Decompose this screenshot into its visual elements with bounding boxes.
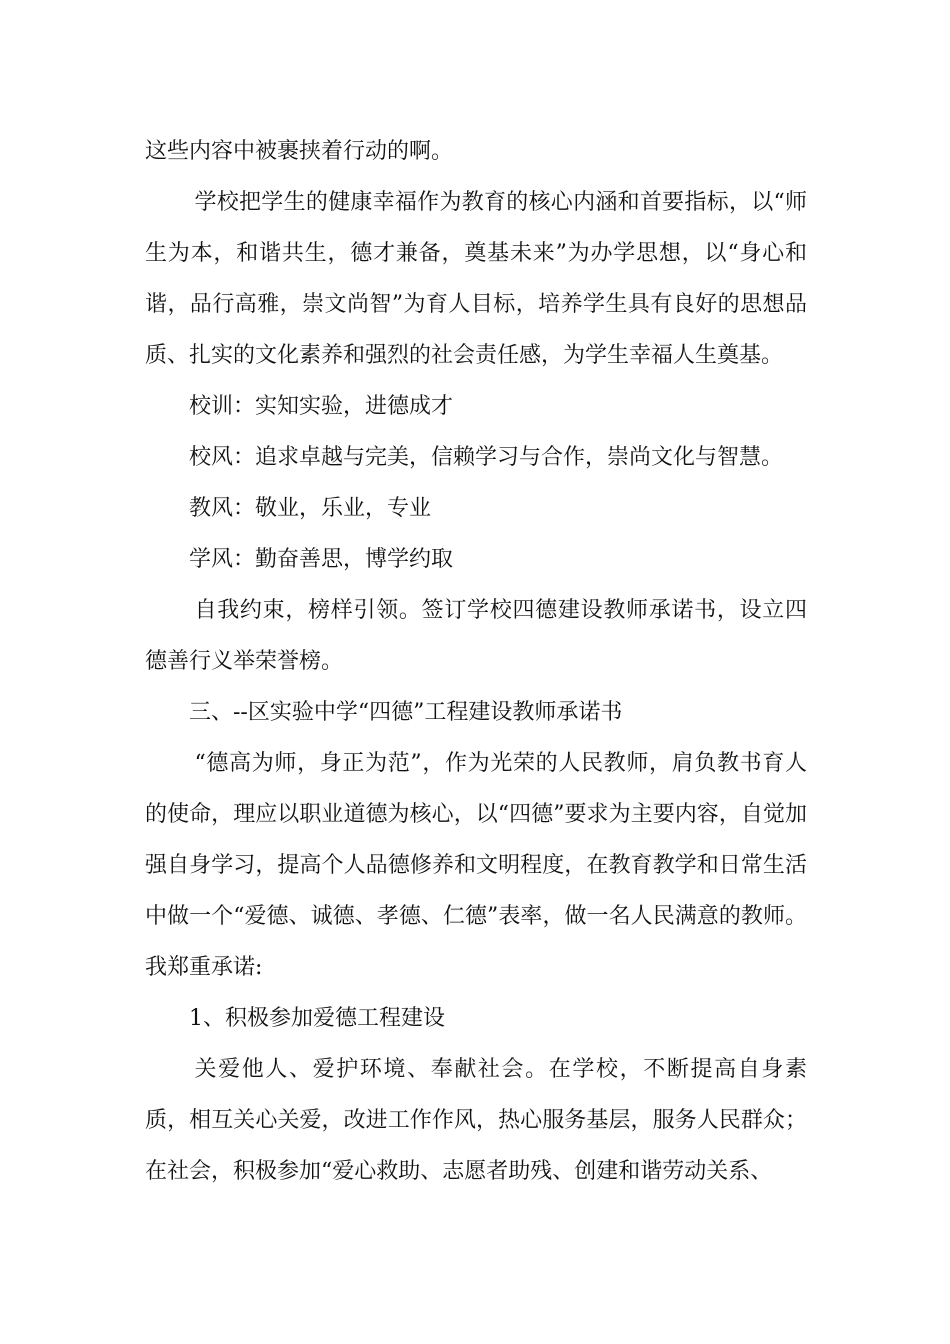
paragraph-study-style: 学风：勤奋善思，博学约取 [189,547,454,572]
paragraph-self-discipline: 自我约束，榜样引领。签订学校四德建设教师承诺书，设立四德善行义举荣誉榜。 [145,598,807,674]
paragraph-pledge-intro: “德高为师，身正为范”，作为光荣的人民教师，肩负教书育人的使命，理应以职业道德为核心，以“四德”要求为主要内容，自觉加强自身学习，提高个人品德修养和文明程度，在教育教学和日常生活中做一个“爱德、诚德、孝德、仁德”表率，做一名人民满意的教师。我郑重承诺: [145,751,807,980]
paragraph-continuation: 这些内容中被裹挟着行动的啊。 [145,139,454,164]
paragraph-love-virtue: 关爱他人、爱护环境、奉献社会。在学校，不断提高自身素质，相互关心关爱，改进工作作风，热心服务基层，服务人民群众；在社会，积极参加“爱心救助、志愿者助残、创建和谐劳动关系、 [145,1057,807,1184]
document-body [145,126,807,1197]
paragraph-school-motto: 校训：实知实验，进德成才 [189,394,454,419]
paragraph-school-spirit: 校风：追求卓越与完美，信赖学习与合作，崇尚文化与智慧。 [189,445,784,470]
paragraph-school-philosophy: 学校把学生的健康幸福作为教育的核心内涵和首要指标，以“师生为本，和谐共生，德才兼备，奠基未来”为办学思想，以“身心和谐，品行高雅，崇文尚智”为育人目标，培养学生具有良好的思想品质、扎实的文化素养和强烈的社会责任感，为学生幸福人生奠基。 [145,190,807,368]
section-heading-pledge: 三、--区实验中学“四德”工程建设教师承诺书 [189,700,623,725]
paragraph-teaching-style: 教风：敬业，乐业，专业 [189,496,432,521]
list-item-heading-1: 1、积极参加爱德工程建设 [189,1006,445,1031]
